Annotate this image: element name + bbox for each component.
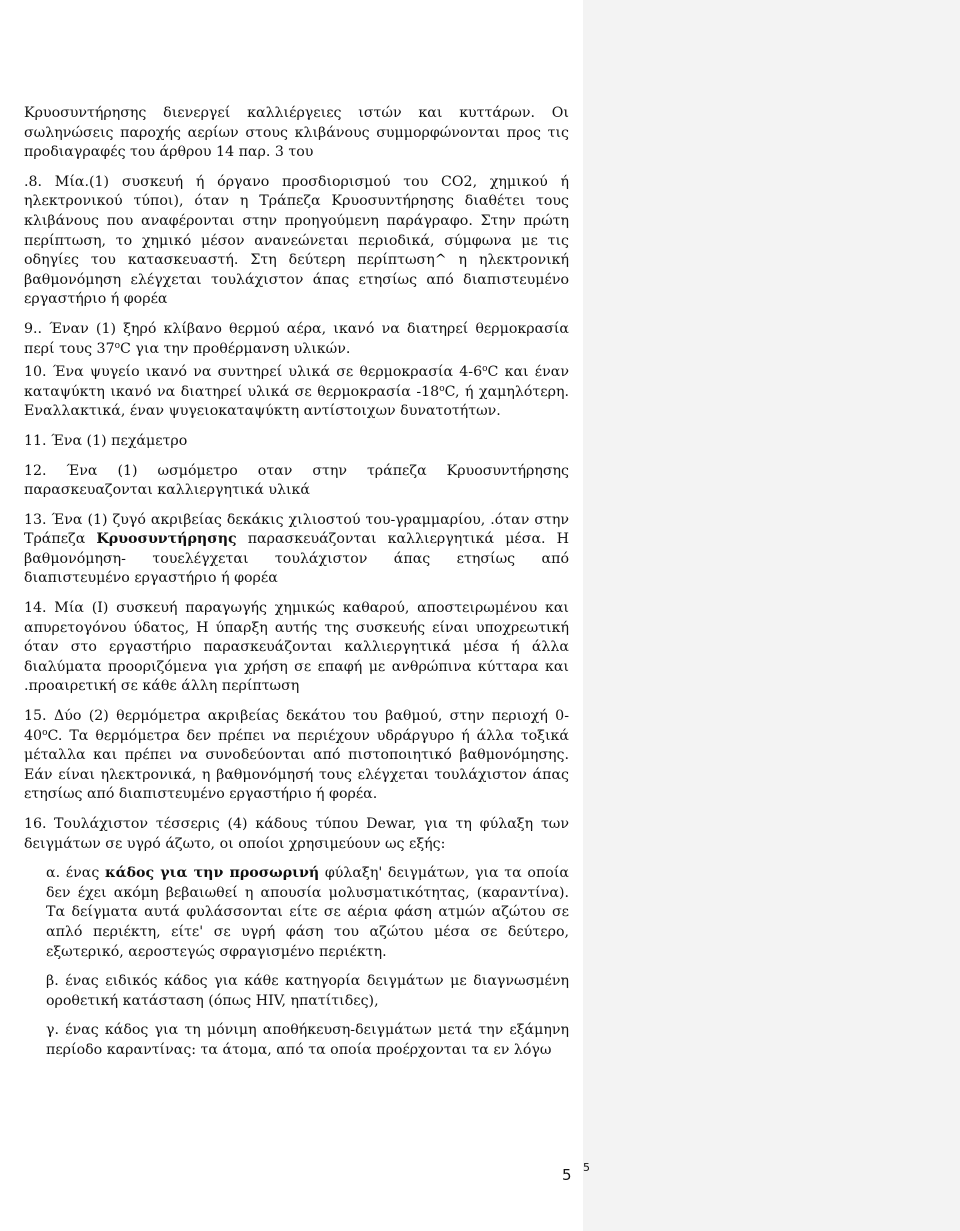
paragraph-15-text-b: C. Τα θερμόμετρα δεν πρέπει να περιέχουν υδράργυρο ή άλλα τοξικά μέταλλα και πρέπει να συνοδεύονται από πιστοποιητικό βαθμονόμησης. Εάν είναι ηλεκτρονικά, η βαθμονόμησή τους ελέγχεται τουλάχιστον άπας ετησίως από διαπιστευμένο εργαστήριο ή φορέα. <box>24 727 569 803</box>
paragraph-8: .8. Μία.(1) συσκευή ή όργανο προσδιορισμού του CO2, χημικού ή ηλεκτρονικού τύποι), όταν η Τράπεζα Κρυοσυντήρησης διαθέτει τους κλιβάνους που αναφέρονται στην προηγούμενη παράγραφο. Στην πρώτη περίπτωση, το χημικό μέσον ανανεώνεται περιοδικά, σύμφωνα με τις οδηγίες του κατασκευαστή. Στη δεύτερη περίπτωση^ η ηλεκτρονική βαθμονόμηση ελέγχεται τουλάχιστον άπας ετησίως από διαπιστευμένο εργαστήριο ή φορέα <box>24 173 569 308</box>
paragraph-11: 11. Ένα (1) πεχάμετρο <box>24 432 188 449</box>
side-panel <box>583 0 960 1231</box>
paragraph-13-text-b: παρασκευάζονται καλλιεργητικά μέσα. Η βαθμονόμηση- τουελέγχεται τουλάχιστον άπας ετησίως από διαπιστευμένο εργαστήριο ή φορέα <box>24 531 569 587</box>
paragraph-15 <box>24 707 569 805</box>
paragraph-9-text-a: 9.. Έναν (1) ξηρό κλίβανο θερμού αέρα, ικανό να διατηρεί θερμοκρασία περί τους 37 <box>24 320 569 357</box>
paragraph-15-text-a: Δύο (2) θερμόμετρα ακριβείας δεκάτου του βαθμού, στην περιοχή 0-40 <box>24 708 569 744</box>
paragraph-12: 12. Ένα (1) ωσμόμετρο οταν στην τράπεζα Κρυοσυντήρησης παρασκευαζονται καλλιεργητικά υλικά <box>24 462 569 499</box>
paragraph-alpha-bold: κάδος για την προσωρινή <box>105 865 320 882</box>
paragraph-16 <box>24 815 569 854</box>
degree-sup: o <box>482 364 488 375</box>
paragraph-10 <box>24 363 569 422</box>
degree-sup: o <box>42 727 48 738</box>
degree-sup: o <box>114 340 121 351</box>
paragraph-14: 14. Μία (Ι) συσκευή παραγωγής χημικώς καθαρού, αποστειρωμένου και απυρετογόνου ύδατος, Η ύπαρξη αυτής της συσκευής είναι υποχρεωτική όταν στο εργαστήριο παρασκευάζονται καλλιεργητικά μέσα ή άλλα διαλύματα προοριζόμενα για χρήση σε επαφή με ανθρώπινα κύτταρα και .προαιρετική σε κάθε άλλη περίπτωση <box>24 600 569 695</box>
paragraph-gamma: γ. ένας κάδος για τη μόνιμη αποθήκευση-δειγμάτων μετά την εξάμηνη περίοδο καραντίνας: τα άτομα, από τα οποία προέρχονται τα εν λόγω <box>46 1022 569 1058</box>
paragraph-13-text-a: 13. Ένα (1) ζυγό ακριβείας δεκάκις χιλιοστού του-γραμμαρίου, .όταν στην Τράπεζα <box>24 511 569 548</box>
paragraph-15-number: 15. <box>24 708 47 725</box>
paragraph-intro: Κρυοσυντήρησης διενεργεί καλλιέργειες ιστών και κυττάρων. Οι σωληνώσεις παροχής αερίων στους κλιβάνους συμμορφώνονται προς τις προδιαγραφές του άρθρου 14 παρ. 3 του <box>24 105 569 161</box>
document-body <box>24 104 569 1071</box>
paragraph-alpha <box>46 864 569 962</box>
paragraph-13 <box>24 511 569 589</box>
paragraph-beta: β. ένας ειδικός κάδος για κάθε κατηγορία δειγμάτων με διαγνωσμένη οροθετική κατάσταση (όπως HIV, ηπατίτιδες), <box>46 973 569 1009</box>
paragraph-16-text: Τουλάχιστον τέσσερις (4) κάδους τύπου Dewar, για τη φύλαξη των δειγμάτων σε υγρό άζωτο, οι οποίοι χρησιμεύουν ως εξής: <box>24 816 569 852</box>
paragraph-10-text-c: C, ή χαμηλότερη. Εναλλακτικά, έναν ψυγειοκαταψύκτη αντίστοιχων δυνατοτήτων. <box>24 383 569 420</box>
page-number: 5 <box>562 1166 572 1184</box>
paragraph-13-bold: Κρυοσυντήρησης <box>96 531 237 548</box>
page-number-superscript: 5 <box>583 1161 590 1174</box>
paragraph-9-text-b: C για την προθέρμανση υλικών. <box>120 340 351 357</box>
paragraph-10-text-a: 10. Ένα ψυγείο ικανό να συντηρεί υλικά σε θερμοκρασία 4-6 <box>24 364 483 381</box>
degree-sup: o <box>439 383 445 394</box>
paragraph-16-number: 16. <box>24 816 47 832</box>
paragraph-9 <box>24 320 569 359</box>
paragraph-alpha-text-b: φύλαξη' δειγμάτων, για τα οποία δεν έχει ακόμη βεβαιωθεί η απουσία μολυσματικότητας, (καραντίνα). Τα δείγματα αυτά φυλάσσονται είτε σε αέρια φάση ατμών αζώτου σε απλό περιέκτη, είτε' σε υγρή φάση του αζώτου μέσα σε δεύτερο, εξωτερικό, αεροστεγώς σφραγισμένο περιέκτη. <box>46 865 569 960</box>
paragraph-10-text-b: C και έναν καταψύκτη ικανό να διατηρεί υλικά σε θερμοκρασία -18 <box>24 364 569 400</box>
paragraph-alpha-text-a: α. ένας <box>46 865 106 882</box>
